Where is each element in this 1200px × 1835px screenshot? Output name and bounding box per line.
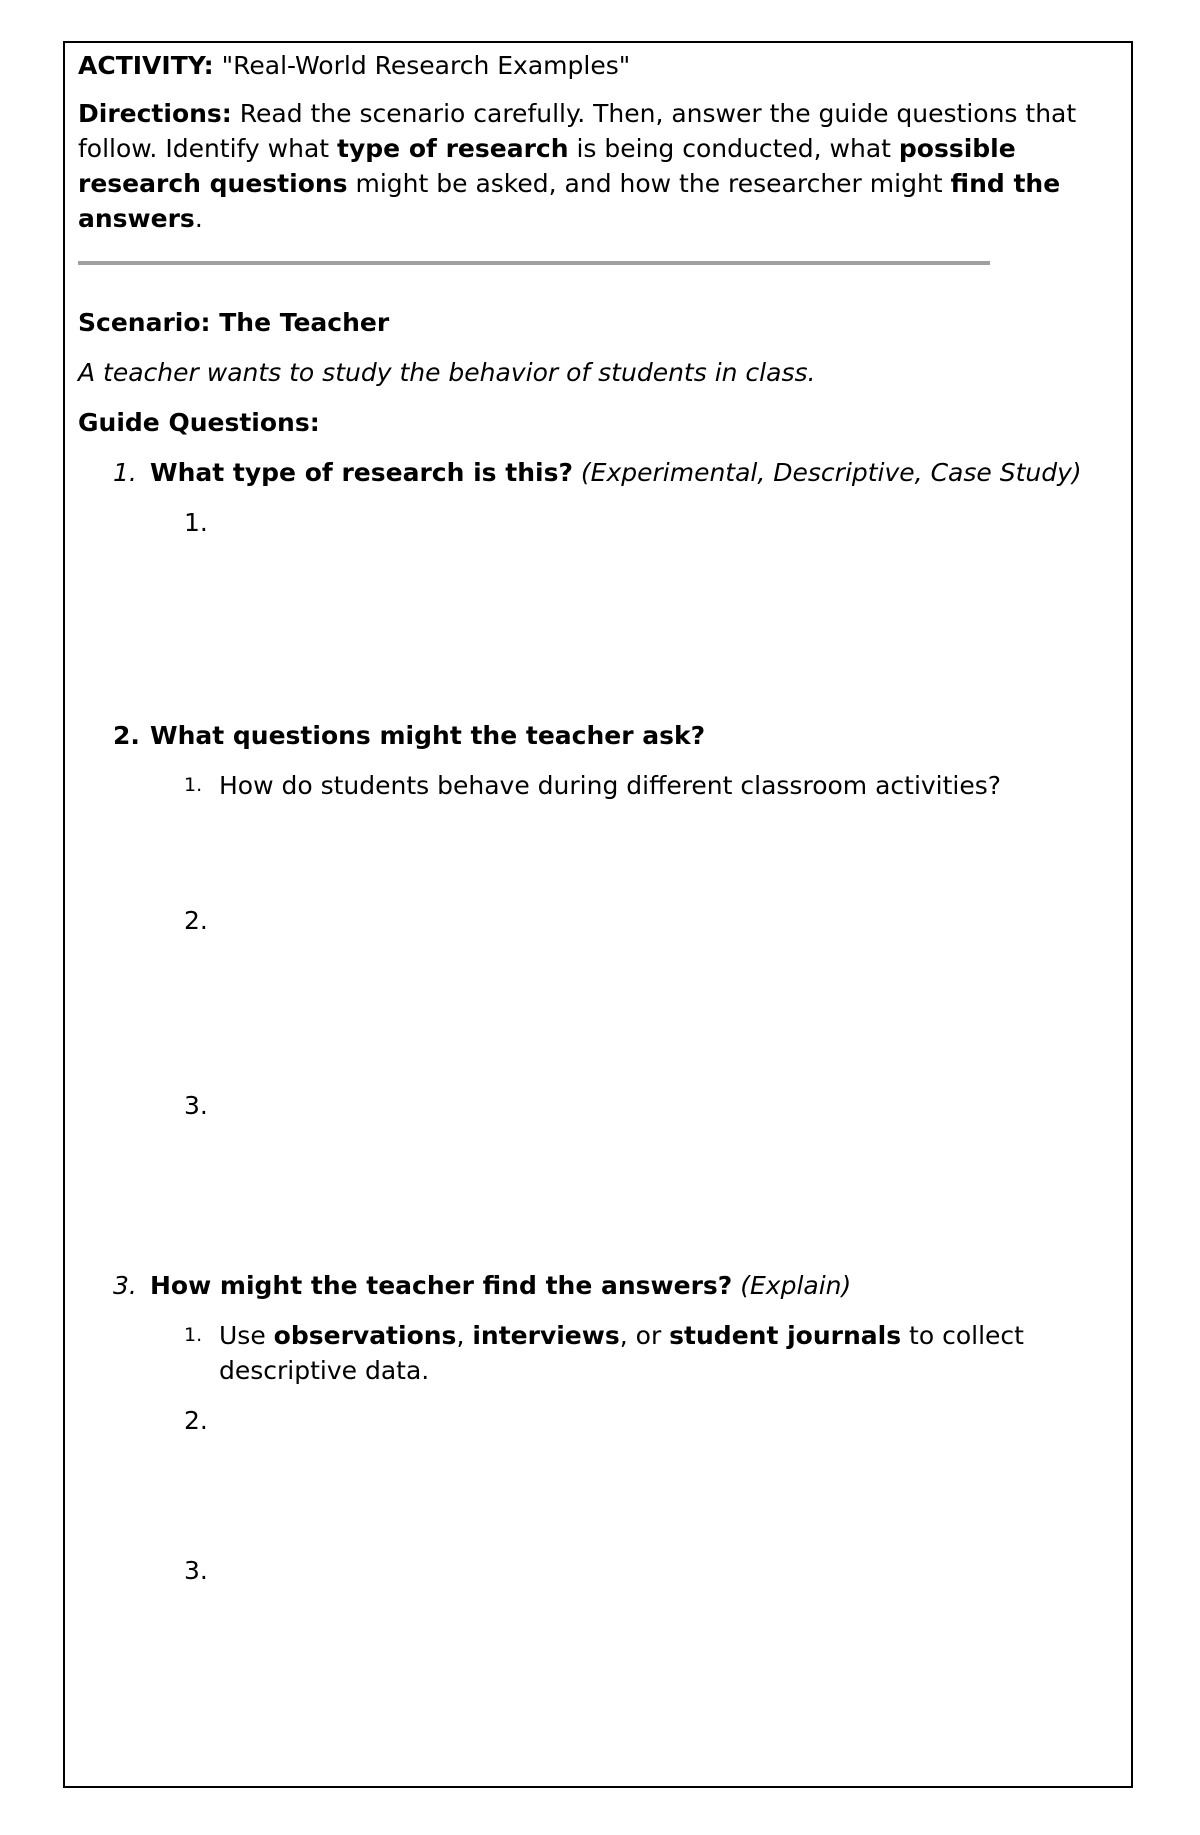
directions-text: Read the scenario carefully. Then, answer the guide questions that follow. Identify what — [78, 99, 1077, 163]
directions-emphasis-type: type of research — [337, 134, 569, 163]
directions-text: . — [194, 204, 203, 233]
scenario-text — [78, 355, 1118, 390]
answer-number: 2. — [184, 906, 208, 935]
answer-text: How do students behave during different classroom activities? — [219, 771, 1002, 800]
answer-number: 3. — [184, 1556, 208, 1585]
question-number: 2. — [113, 721, 140, 750]
answer-number: 1. — [184, 1324, 203, 1346]
worksheet-content — [78, 48, 1118, 1588]
answer-line[interactable] — [78, 505, 1118, 540]
question-number: 1. — [113, 458, 137, 487]
answer-line[interactable] — [78, 768, 1118, 803]
directions-text: is being conducted, what — [568, 134, 899, 163]
directions-label: Directions: — [78, 99, 232, 128]
answer-line[interactable] — [78, 1553, 1118, 1588]
scenario-title-text: Scenario: The Teacher — [78, 308, 390, 337]
answer-text: Use observations, interviews, or student journals to collect descriptive data. — [219, 1321, 1024, 1385]
directions-paragraph — [78, 96, 1118, 236]
question-text: How might the teacher find the answers? — [150, 1271, 733, 1300]
guide-questions-label-text: Guide Questions: — [78, 408, 320, 437]
answer-number: 2. — [184, 1406, 208, 1435]
answer-number: 1. — [184, 774, 203, 796]
answer-line[interactable] — [78, 1318, 1118, 1388]
directions-text: might be asked, and how the researcher might — [347, 169, 951, 198]
question-hint: (Experimental, Descriptive, Case Study) — [572, 458, 1082, 487]
question-2 — [78, 718, 1118, 753]
question-3 — [78, 1268, 1118, 1303]
answer-line[interactable] — [78, 903, 1118, 938]
scenario-description: A teacher wants to study the behavior of students in class. — [78, 358, 816, 387]
directions-emphasis-answers: find the answers — [78, 169, 1061, 233]
answer-number: 1. — [184, 508, 208, 537]
question-1 — [78, 455, 1118, 490]
activity-heading — [78, 48, 1118, 83]
answer-line[interactable] — [78, 1403, 1118, 1438]
question-hint: (Explain) — [732, 1271, 852, 1300]
guide-questions-label — [78, 405, 1118, 440]
scenario-title — [78, 305, 1118, 340]
answer-number: 3. — [184, 1091, 208, 1120]
section-divider — [78, 261, 990, 265]
question-text: What questions might the teacher ask? — [150, 721, 706, 750]
question-number: 3. — [113, 1271, 137, 1300]
answer-line[interactable] — [78, 1088, 1118, 1123]
activity-label: ACTIVITY: — [78, 51, 214, 80]
question-text: What type of research is this? — [150, 458, 573, 487]
activity-title: "Real-World Research Examples" — [221, 51, 631, 80]
directions-emphasis-questions: possible research questions — [78, 134, 1016, 198]
